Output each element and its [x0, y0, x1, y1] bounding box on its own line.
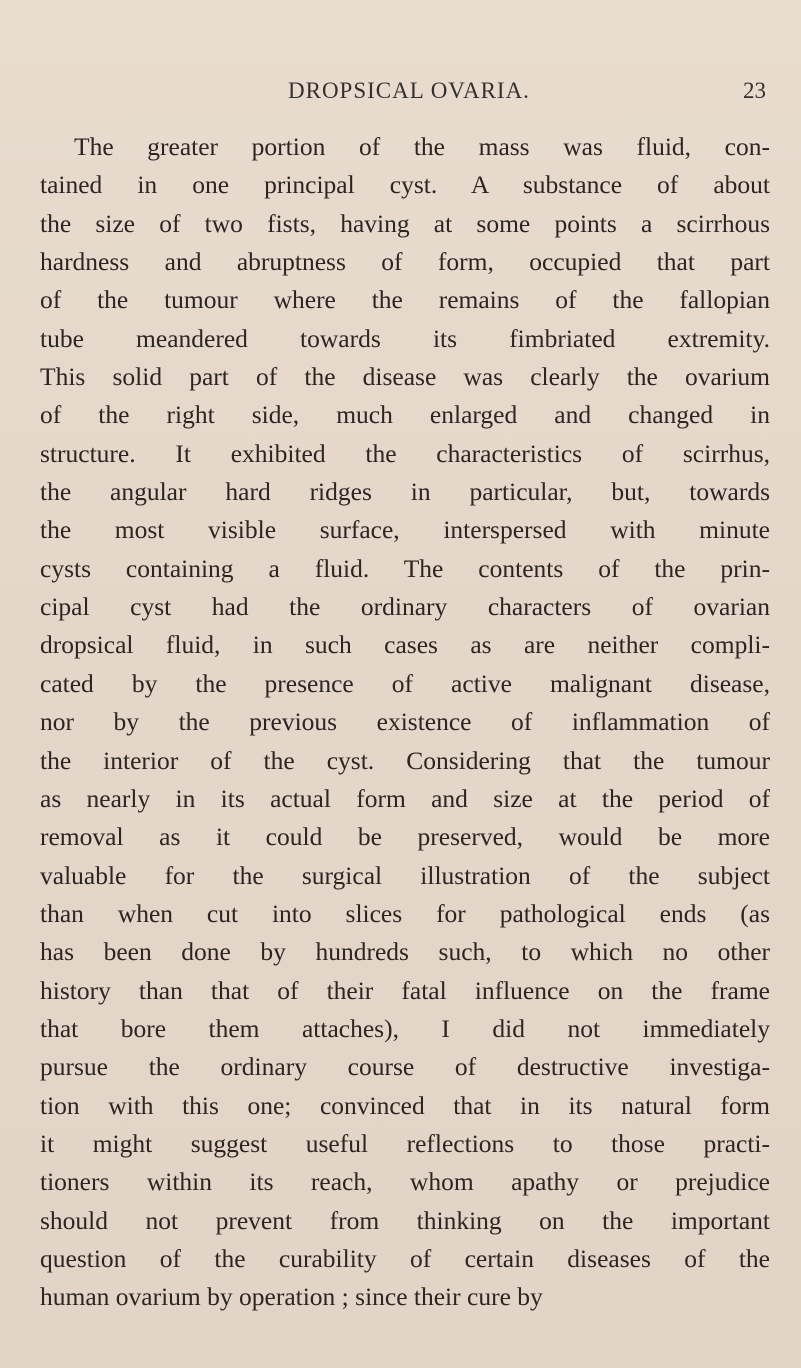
text-line: cysts containing a fluid. The contents of the prin-: [40, 553, 770, 583]
text-line: than when cut into slices for pathological ends (as: [40, 898, 770, 928]
text-line: tion with this one; convinced that in its natural form: [40, 1090, 770, 1120]
text-line: tained in one principal cyst. A substance of about: [40, 170, 770, 200]
text-line: question of the curability of certain diseases of the: [40, 1243, 770, 1273]
body-text: [40, 128, 770, 1317]
text-line: has been done by hundreds such, to which no other: [40, 937, 770, 967]
text-line: pursue the ordinary course of destructive investiga-: [40, 1052, 770, 1082]
text-line: hardness and abruptness of form, occupied that part: [40, 247, 770, 277]
text-line: cated by the presence of active malignant disease,: [40, 668, 770, 698]
text-line: history than that of their fatal influence on the frame: [40, 975, 770, 1005]
text-line: valuable for the surgical illustration of the subject: [40, 860, 770, 890]
text-line: structure. It exhibited the characteristics of scirrhus,: [40, 438, 770, 468]
text-line: as nearly in its actual form and size at the period of: [40, 783, 770, 813]
text-line: the interior of the cyst. Considering that the tumour: [40, 745, 770, 775]
text-line: it might suggest useful reflections to those practi-: [40, 1128, 770, 1158]
text-line: tube meandered towards its fimbriated extremity.: [40, 323, 770, 353]
running-head: [0, 78, 801, 108]
text-line: This solid part of the disease was clearly the ovarium: [40, 362, 770, 392]
text-line: that bore them attaches), I did not immediately: [40, 1013, 770, 1043]
text-line: of the tumour where the remains of the fallopian: [40, 285, 770, 315]
text-line: dropsical fluid, in such cases as are neither compli-: [40, 630, 770, 660]
text-line: should not prevent from thinking on the important: [40, 1205, 770, 1235]
text-line: tioners within its reach, whom apathy or prejudice: [40, 1167, 770, 1197]
text-line: the angular hard ridges in particular, but, towards: [40, 477, 770, 507]
text-line: The greater portion of the mass was fluid, con-: [74, 132, 770, 161]
page-number: 23: [743, 78, 766, 103]
text-line: nor by the previous existence of inflammation of: [40, 707, 770, 737]
text-line: removal as it could be preserved, would be more: [40, 822, 770, 852]
text-line: of the right side, much enlarged and changed in: [40, 400, 770, 430]
text-line: human ovarium by operation ; since their cure by: [40, 1282, 543, 1312]
text-line: the most visible surface, interspersed with minute: [40, 515, 770, 545]
running-title: DROPSICAL OVARIA.: [288, 78, 530, 103]
text-line: cipal cyst had the ordinary characters of ovarian: [40, 592, 770, 622]
text-line: the size of two fists, having at some points a scirrhous: [40, 208, 770, 238]
